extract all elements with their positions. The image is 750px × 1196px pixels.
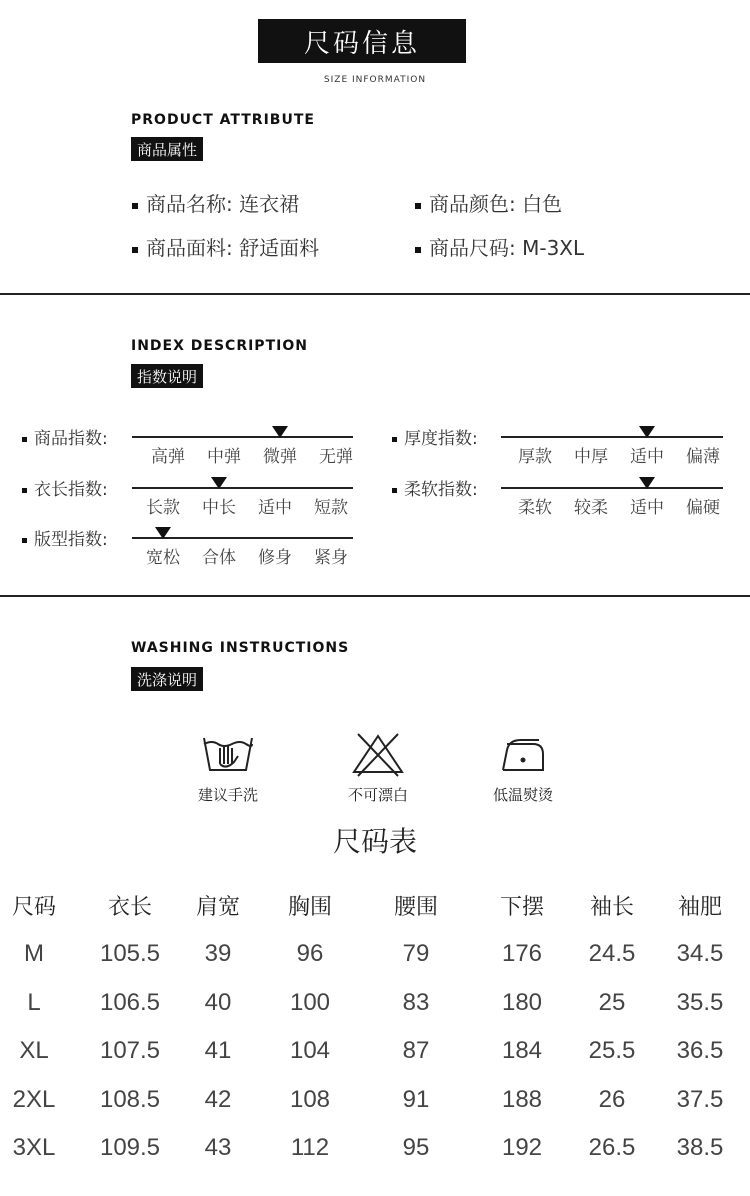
index-option: 短款 bbox=[314, 498, 348, 518]
index-option: 柔软 bbox=[518, 498, 552, 518]
attribute-item: 商品名称: 连衣裙 bbox=[132, 188, 299, 217]
table-cell: 39 bbox=[204, 940, 232, 967]
index-option: 中长 bbox=[202, 498, 236, 518]
table-cell: 37.5 bbox=[676, 1085, 724, 1113]
index-option: 长款 bbox=[146, 498, 180, 518]
table-header-cell: 肩宽 bbox=[195, 895, 240, 920]
table-cell: 108 bbox=[289, 1085, 331, 1113]
index-option: 适中 bbox=[258, 498, 292, 518]
table-cell: 43 bbox=[204, 1134, 232, 1161]
table-cell: 107.5 bbox=[99, 1037, 161, 1064]
bullet-icon bbox=[392, 488, 397, 493]
section-divider bbox=[0, 293, 750, 295]
page-title: 尺码信息 bbox=[258, 19, 466, 63]
index-option: 无弹 bbox=[319, 447, 353, 467]
index-option: 微弹 bbox=[263, 447, 297, 467]
wash-label: 低温熨烫 bbox=[492, 786, 553, 804]
index-heading-en: INDEX DESCRIPTION bbox=[131, 338, 308, 354]
table-header-cell: 下摆 bbox=[499, 895, 544, 920]
attribute-item: 商品尺码: M-3XL bbox=[415, 232, 584, 261]
index-heading-cn: 指数说明 bbox=[131, 364, 203, 388]
washing-heading-en: WASHING INSTRUCTIONS bbox=[131, 640, 350, 656]
table-cell: 2XL bbox=[12, 1085, 56, 1113]
table-cell: 105.5 bbox=[99, 940, 161, 967]
index-option: 偏薄 bbox=[686, 447, 720, 467]
table-cell: 100 bbox=[289, 988, 331, 1016]
table-cell: 36.5 bbox=[676, 1037, 724, 1064]
table-cell: 83 bbox=[402, 988, 430, 1016]
index-label: 柔软指数: bbox=[392, 475, 478, 500]
index-label: 厚度指数: bbox=[392, 424, 478, 449]
wash-label: 不可漂白 bbox=[347, 786, 408, 804]
table-header-cell: 胸围 bbox=[287, 895, 332, 920]
table-cell: 26 bbox=[598, 1085, 626, 1113]
table-header-cell: 袖肥 bbox=[677, 895, 722, 920]
table-cell: 96 bbox=[296, 940, 324, 967]
table-cell: M bbox=[24, 940, 44, 967]
bullet-icon bbox=[22, 437, 27, 442]
index-marker-icon bbox=[211, 477, 227, 489]
wash-label: 建议手洗 bbox=[197, 786, 258, 804]
table-cell: 25 bbox=[598, 988, 626, 1016]
table-cell: 3XL bbox=[12, 1134, 56, 1161]
bullet-icon bbox=[132, 247, 138, 253]
table-cell: 109.5 bbox=[99, 1134, 161, 1161]
table-header-cell: 袖长 bbox=[589, 895, 634, 920]
index-marker-icon bbox=[155, 527, 171, 539]
table-cell: XL bbox=[19, 1037, 49, 1064]
hand-wash-icon bbox=[198, 730, 258, 778]
bullet-icon bbox=[415, 203, 421, 209]
table-cell: 41 bbox=[204, 1037, 232, 1064]
index-marker-icon bbox=[639, 426, 655, 438]
table-cell: 35.5 bbox=[676, 988, 724, 1016]
table-cell: 106.5 bbox=[99, 988, 161, 1016]
attributes-heading-en: PRODUCT ATTRIBUTE bbox=[131, 112, 315, 128]
index-option: 紧身 bbox=[314, 548, 348, 568]
index-marker-icon bbox=[272, 426, 288, 438]
table-cell: 26.5 bbox=[588, 1134, 636, 1161]
index-option: 厚款 bbox=[518, 447, 552, 467]
index-label: 商品指数: bbox=[22, 424, 108, 449]
index-option: 适中 bbox=[630, 447, 664, 467]
table-cell: 25.5 bbox=[588, 1037, 636, 1064]
index-option: 合体 bbox=[202, 548, 236, 568]
low-iron-icon bbox=[493, 730, 553, 778]
table-cell: 180 bbox=[501, 988, 543, 1016]
bullet-icon bbox=[132, 203, 138, 209]
washing-heading-cn: 洗涤说明 bbox=[131, 667, 203, 691]
attribute-item: 商品颜色: 白色 bbox=[415, 188, 562, 217]
table-cell: 95 bbox=[402, 1134, 430, 1161]
page-subtitle: SIZE INFORMATION bbox=[323, 75, 427, 85]
table-cell: 104 bbox=[289, 1037, 331, 1064]
index-marker-icon bbox=[639, 477, 655, 489]
index-option: 偏硬 bbox=[686, 498, 720, 518]
index-option: 适中 bbox=[630, 498, 664, 518]
index-scale-line bbox=[501, 487, 723, 489]
table-cell: 91 bbox=[402, 1085, 430, 1113]
table-cell: 192 bbox=[501, 1134, 543, 1161]
bullet-icon bbox=[22, 538, 27, 543]
bullet-icon bbox=[22, 488, 27, 493]
table-cell: 87 bbox=[402, 1037, 430, 1064]
table-cell: 188 bbox=[501, 1085, 543, 1113]
index-label: 衣长指数: bbox=[22, 475, 108, 500]
index-scale-line bbox=[132, 487, 353, 489]
bullet-icon bbox=[392, 437, 397, 442]
table-cell: 79 bbox=[402, 940, 430, 967]
table-header-cell: 尺码 bbox=[11, 895, 56, 920]
table-cell: 38.5 bbox=[676, 1134, 724, 1161]
table-cell: 24.5 bbox=[588, 940, 636, 967]
table-header-cell: 衣长 bbox=[107, 895, 152, 920]
index-option: 中厚 bbox=[574, 447, 608, 467]
size-table-title: 尺码表 bbox=[332, 825, 417, 858]
index-option: 修身 bbox=[258, 548, 292, 568]
index-label: 版型指数: bbox=[22, 525, 108, 550]
table-cell: 34.5 bbox=[676, 940, 724, 967]
table-cell: L bbox=[27, 988, 41, 1016]
index-scale-line bbox=[132, 436, 353, 438]
index-option: 中弹 bbox=[207, 447, 241, 467]
index-option: 高弹 bbox=[151, 447, 185, 467]
table-header-cell: 腰围 bbox=[393, 895, 438, 920]
table-cell: 42 bbox=[204, 1085, 232, 1113]
table-cell: 112 bbox=[290, 1134, 330, 1161]
table-cell: 108.5 bbox=[99, 1085, 161, 1113]
bullet-icon bbox=[415, 247, 421, 253]
table-cell: 176 bbox=[501, 940, 543, 967]
table-cell: 40 bbox=[204, 988, 232, 1016]
index-scale-line bbox=[501, 436, 723, 438]
attributes-heading-cn: 商品属性 bbox=[131, 137, 203, 161]
no-bleach-icon bbox=[348, 730, 408, 778]
attribute-item: 商品面料: 舒适面料 bbox=[132, 232, 319, 261]
index-option: 宽松 bbox=[146, 548, 180, 568]
table-cell: 184 bbox=[501, 1037, 543, 1064]
section-divider bbox=[0, 595, 750, 597]
index-option: 较柔 bbox=[574, 498, 608, 518]
